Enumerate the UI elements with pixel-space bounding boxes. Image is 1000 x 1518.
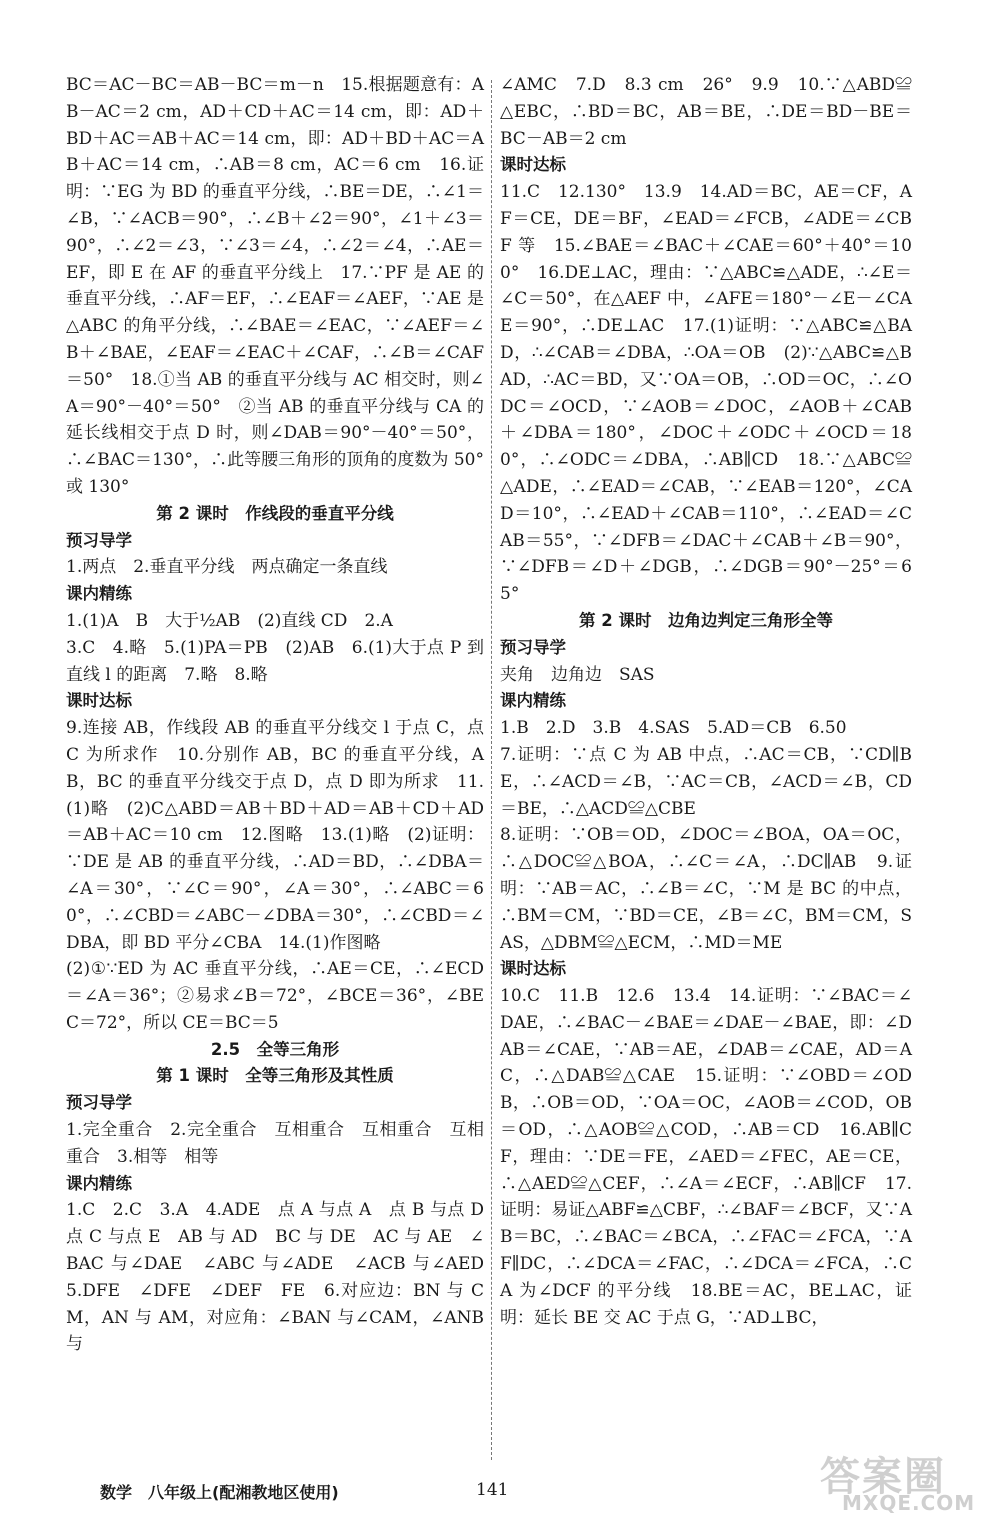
answer-block: 1.C 2.C 3.A 4.ADE 点 A 与点 A 点 B 与点 D 点 C 与点 E AB 与 AD BC 与 DE AC 与 AE ∠BAC 与∠DAE ∠ABC 与∠ADE ∠ACB 与∠AED 5.DFE ∠DFE ∠DEF FE 6.对应边：BN 与 CM，AN 与 AM，对应角：∠BAN 与∠CAM，∠ANB 与 (66, 1200, 501, 1355)
page-number: 141 (476, 1480, 509, 1500)
watermark-line1: 答案圈 (820, 1454, 946, 1500)
section-heading: 预习导学 (66, 530, 132, 550)
answer-block: 11.C 12.130° 13.9 14.AD＝BC，AE＝CF，AF＝CE，DE＝BF，∠EAD＝∠FCB，∠ADE＝∠CBF 等 15.∠BAE＝∠BAC＋∠CAE＝60°＋40°＝100° 16.DE⊥AC，理由：∵△ABC≌△ADE，∴∠E＝∠C＝50°，在△AEF 中，∠AFE＝180°－∠E－∠CAE＝90°，∴DE⊥AC 17.(1)证明：∵△ABC≌△BAD，∴∠CAB＝∠DBA，∴OA＝OB (2)∵△ABC≌△BAD，∴AC＝BD，又∵OA＝OB，∴OD＝OC，∴∠ODC＝∠OCD，∵∠AOB＝∠DOC，∠AOB＋∠CAB＋∠DBA＝180°，∠DOC＋∠ODC＋∠OCD＝180°，∴∠ODC＝∠DBA，∴AB∥CD 18.∵△ABC≌△ADE，∴∠EAD＝∠CAB，∵∠EAB＝120°，∠CAD＝10°，∴∠EAD＋∠CAB＝110°，∴∠EAD＝∠CAB＝55°，∵∠DFB＝∠DAC＋∠CAB＋∠B＝90°，∵∠DFB＝∠D＋∠DGB，∴∠DGB＝90°－25°＝65° (500, 182, 912, 605)
lesson-title: 第 2 课时 边角边判定三角形全等 (579, 610, 833, 630)
lesson-title: 第 2 课时 作线段的垂直平分线 (156, 503, 394, 523)
section-title: 2.5 全等三角形 (210, 1039, 340, 1059)
right-column (500, 72, 912, 1331)
left-column (66, 72, 501, 1358)
answer-block: BC＝AC－BC＝AB－BC＝m－n 15.根据题意有：AB－AC＝2 cm，AD＋CD＋AC＝14 cm，即：AD＋BD＋AC＝AB＋AC＝14 cm，即：AD＋BD＋AC＝AB＋AC＝14 cm，∴AB＝8 cm，AC＝6 cm 16.证明：∵EG 为 BD 的垂直平分线，∴BE＝DE，∴∠1＝∠B，∵∠ACB＝90°，∴∠B＋∠2＝90°，∠1＋∠3＝90°，∴∠2＝∠3，∵∠3＝∠4，∴∠2＝∠4，∴AE＝EF，即 E 在 AF 的垂直平分线上 17.∵PF 是 AE 的垂直平分线，∴AF＝EF，∴∠EAF＝∠AEF，∵AE 是△ABC 的角平分线，∴∠BAE＝∠EAC，∵∠AEF＝∠B＋∠BAE，∠EAF＝∠EAC＋∠CAF，∴∠B＝∠CAF＝50° 18.①当 AB 的垂直平分线与 AC 相交时，则∠A＝90°－40°＝50° ②当 AB 的垂直平分线与 CA 的延长线相交于点 D 时，则∠DAB＝90°－40°＝50°，∴∠BAC＝130°，∴此等腰三角形的顶角的度数为 50°或 130° (66, 75, 484, 497)
section-heading: 课内精练 (66, 1173, 132, 1193)
answer-block: 1.B 2.D 3.B 4.SAS 5.AD＝CB 6.50 (500, 718, 847, 739)
footer-subject: 数学 八年级上(配湘教地区使用) (100, 1483, 339, 1502)
watermark-logo (820, 1445, 980, 1515)
answer-block: 10.C 11.B 12.6 13.4 14.证明：∵∠BAC＝∠DAE，∴∠BAC－∠BAE＝∠DAE－∠BAE，即：∠DAB＝∠CAE，∵AB＝AE，∠DAB＝∠CAE，AD＝AC，∴△DAB≌△CAE 15.证明：∵∠OBD＝∠ODB，∴OB＝OD，∵OA＝OC，∠AOB＝∠COD，OB＝OD，∴△AOB≌△COD，∴AB＝CD 16.AB∥CF，理由：∵DE＝FE，∠AED＝∠FEC，AE＝CE，∴△AED≌△CEF，∴∠A＝∠ECF，∴AB∥CF 17.证明：易证△ABF≌△CBF，∴∠BAF＝∠BCF，又∵AB＝BC，∴∠BAC＝∠BCA，∴∠FAC＝∠FCA，∵AF∥DC，∴∠DCA＝∠FAC，∴∠DCA＝∠FCA，∴CA 为∠DCF 的平分线 18.BE＝AC，BE⊥AC，证明：延长 BE 交 AC 于点 G，∵AD⊥BC， (500, 986, 912, 1328)
answer-block: ∠AMC 7.D 8.3 cm 26° 9.9 10.∵△ABD≌△EBC，∴BD＝BC，AB＝BE，∴DE＝BD－BE＝BC－AB＝2 cm (500, 75, 912, 149)
answer-block: 7.证明：∵点 C 为 AB 中点，∴AC＝CB，∵CD∥BE，∴∠ACD＝∠B，∵AC＝CB，∠ACD＝∠B，CD＝BE，∴△ACD≌△CBE (500, 744, 912, 819)
answer-block: (2)①∵ED 为 AC 垂直平分线，∴AE＝CE，∴∠ECD＝∠A＝36°；②易求∠B＝72°，∠BCE＝36°，∠BEC＝72°，所以 CE＝BC＝5 (66, 959, 484, 1033)
section-heading: 预习导学 (66, 1093, 132, 1113)
watermark-line2: MXQE.COM (842, 1491, 976, 1515)
section-heading: 课内精练 (500, 691, 566, 711)
column-divider (491, 80, 492, 1460)
section-heading: 课时达标 (500, 155, 566, 175)
answer-block: 9.连接 AB，作线段 AB 的垂直平分线交 l 于点 C，点 C 为所求作 10.分别作 AB，BC 的垂直平分线，AB，BC 的垂直平分线交于点 D，点 D 即为所求 11.(1)略 (2)C△ABD＝AB＋BD＋AD＝AB＋CD＋AD＝AB＋AC＝10 cm 12.图略 13.(1)略 (2)证明：∵DE 是 AB 的垂直平分线，∴AD＝BD，∴∠DBA＝∠A＝30°，∵∠C＝90°，∠A＝30°，∴∠ABC＝60°，∴∠CBD＝∠ABC－∠DBA＝30°，∴∠CBD＝∠DBA，即 BD 平分∠CBA 14.(1)作图略 (66, 718, 484, 953)
section-heading: 课时达标 (500, 959, 566, 979)
answer-block: 1.两点 2.垂直平分线 两点确定一条直线 (66, 557, 388, 578)
answer-block: 3.C 4.略 5.(1)PA＝PB (2)AB 6.(1)大于点 P 到直线 l 的距离 7.略 8.略 (66, 637, 484, 685)
lesson-title: 第 1 课时 全等三角形及其性质 (156, 1066, 394, 1086)
answer-block: 1.完全重合 2.完全重合 互相重合 互相重合 互相重合 3.相等 相等 (66, 1120, 484, 1167)
section-heading: 课内精练 (66, 584, 132, 604)
section-heading: 课时达标 (66, 691, 132, 711)
answer-block: 8.证明：∵OB＝OD，∠DOC＝∠BOA，OA＝OC，∴△DOC≌△BOA，∴∠C＝∠A，∴DC∥AB 9.证明：∵AB＝AC，∴∠B＝∠C，∵M 是 BC 的中点，∴BM＝CM，∵BD＝CE，∠B＝∠C，BM＝CM，SAS，△DBM≌△ECM，∴MD＝ME (500, 825, 912, 953)
answer-block: 夹角 边角边 SAS (500, 664, 655, 685)
section-heading: 预习导学 (500, 637, 566, 657)
answer-block: 1.(1)A B 大于½AB (2)直线 CD 2.A (66, 610, 393, 631)
